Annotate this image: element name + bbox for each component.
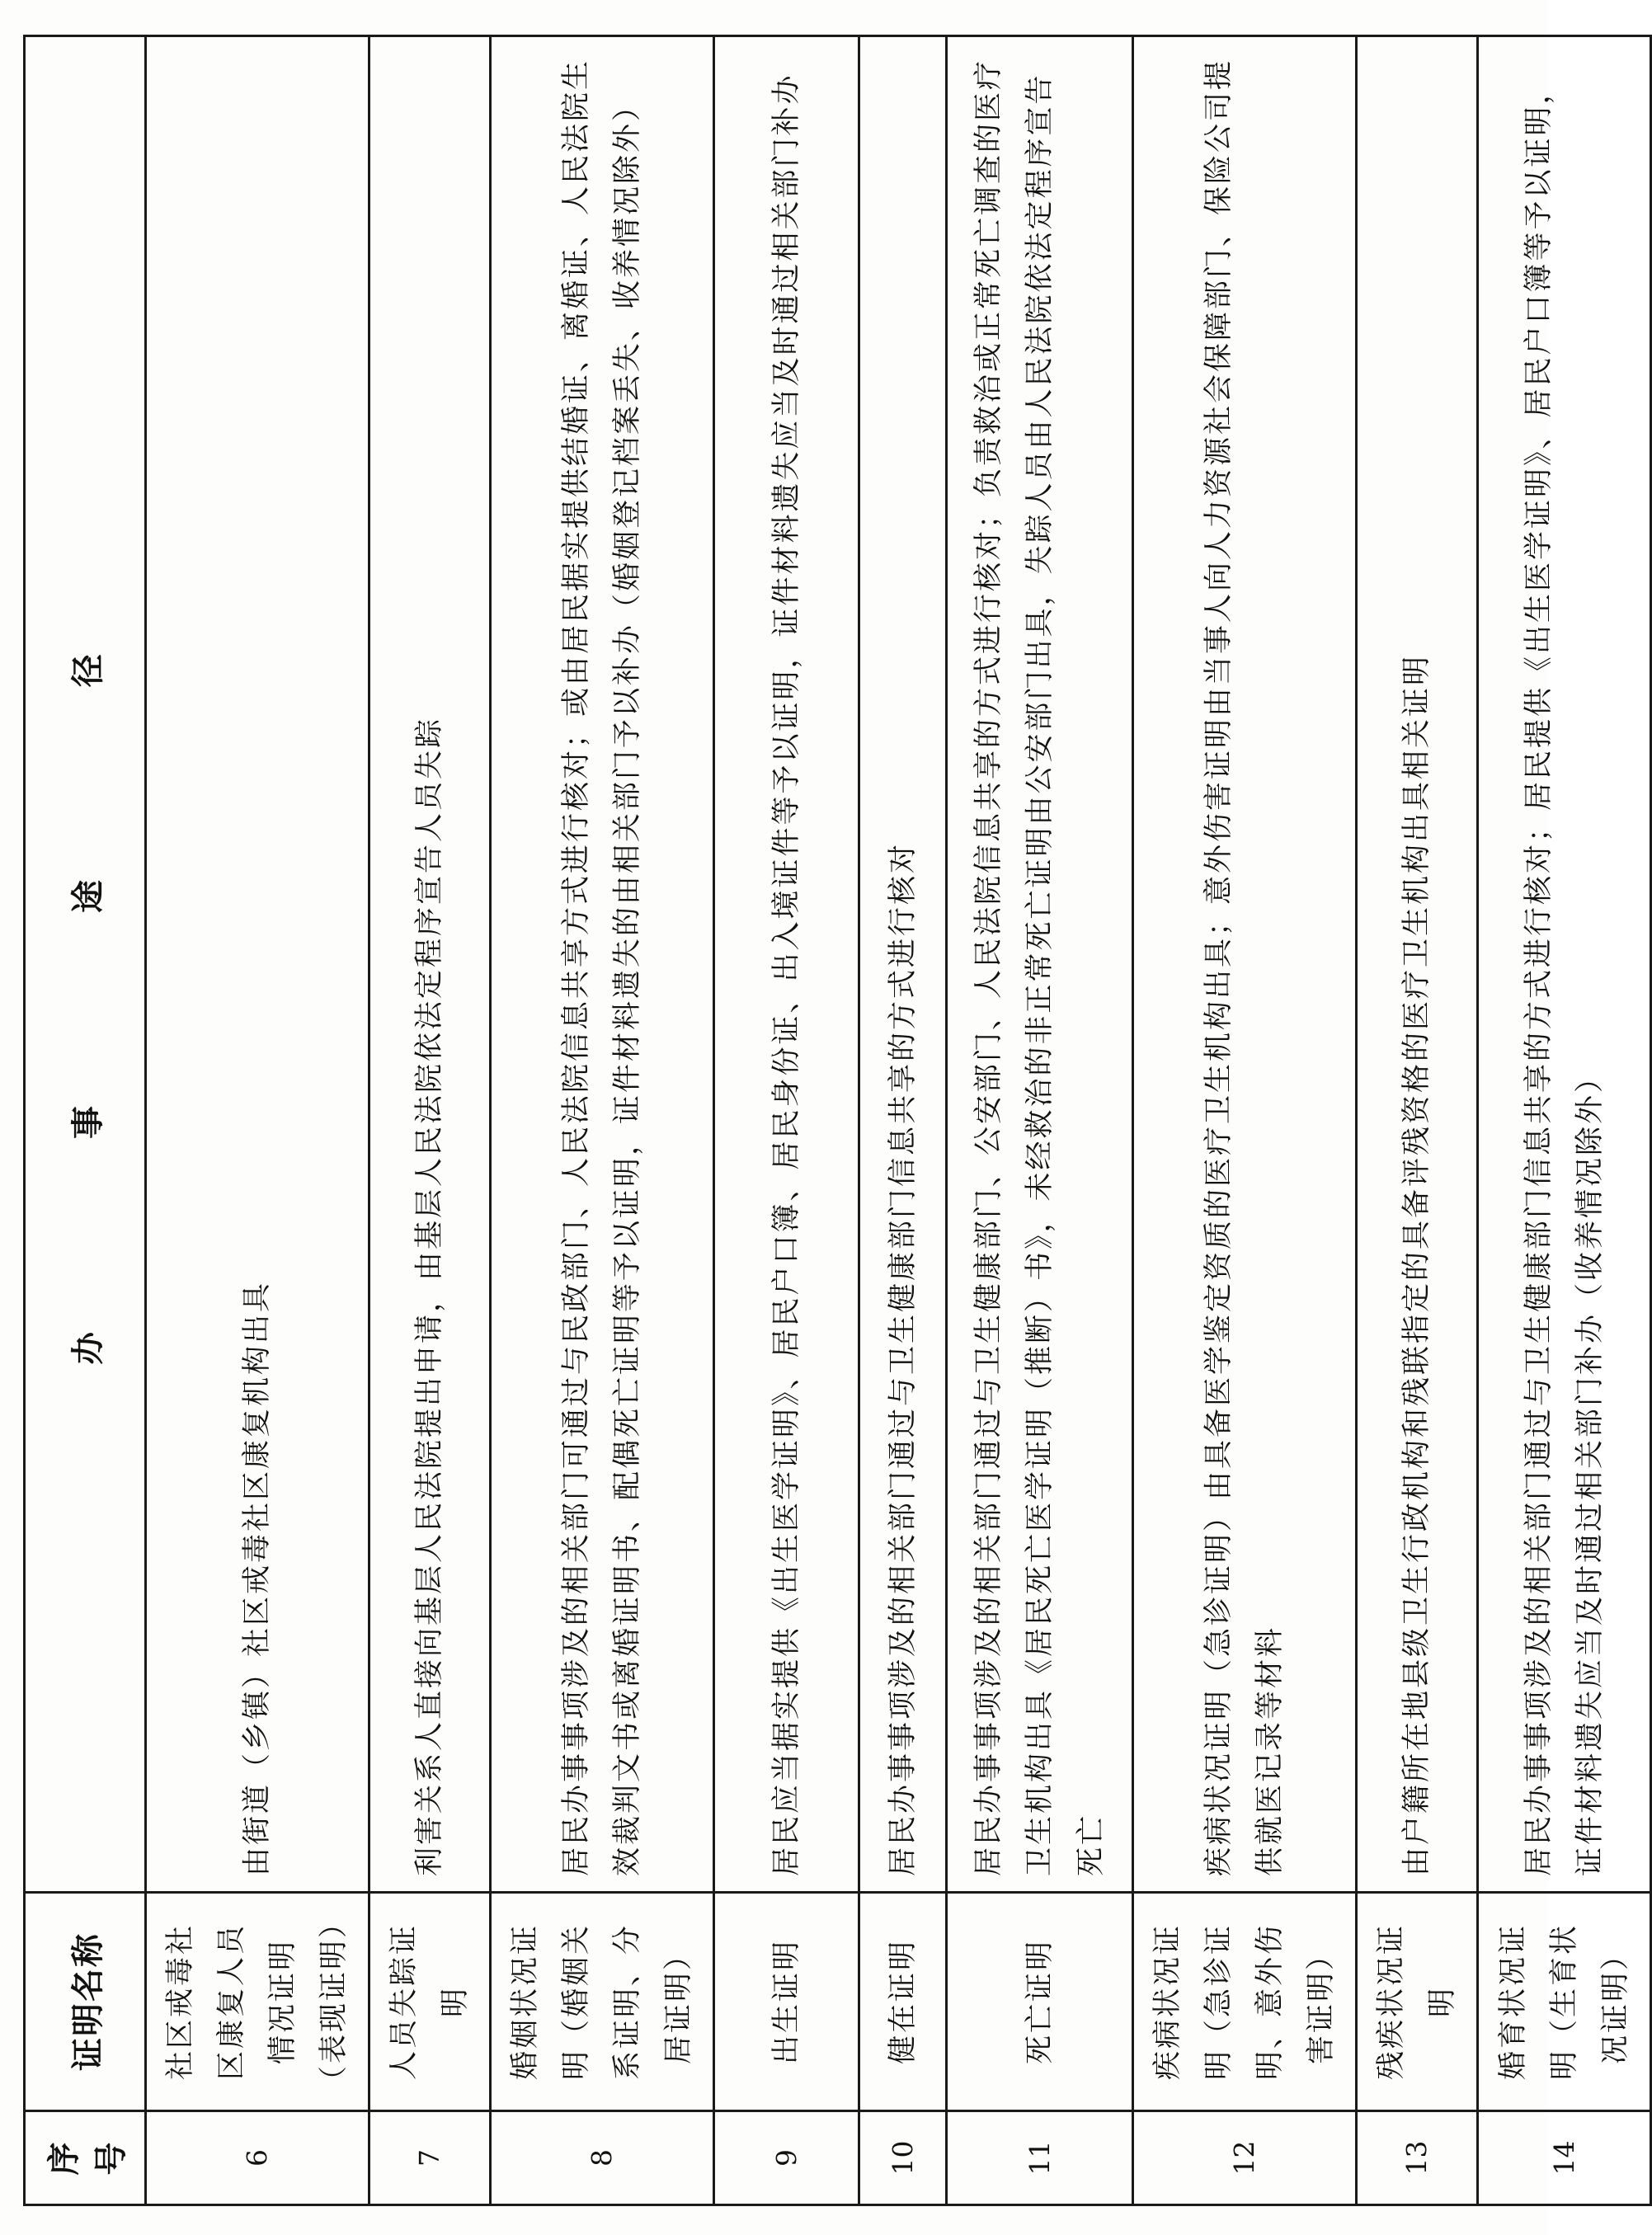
table-row (947, 36, 1133, 2205)
row-path: 疾病状况证明（急诊证明）由具备医学鉴定资质的医疗卫生机构出具；意外伤害证明由当事人向人力资源社会保障部门、保险公司提供就医记录等材料 (1133, 36, 1357, 1893)
row-path: 由户籍所在地县级卫生行政机构和残联指定的具备评残资格的医疗卫生机构出具相关证明 (1357, 36, 1478, 1893)
row-name: 残疾状况证明 (1357, 1893, 1478, 2111)
row-name: 出生证明 (714, 1893, 859, 2111)
row-name: 人员失踪证明 (369, 1893, 491, 2111)
row-path: 居民办事事项涉及的相关部门通过与卫生健康部门信息共享的方式进行核对；居民提供《出生医学证明》、居民户口簿等予以证明，证件材料遗失应当及时通过相关部门补办（收养情况除外） (1478, 36, 1651, 1893)
row-seq: 6 (146, 2111, 369, 2205)
row-seq: 11 (947, 2111, 1133, 2205)
row-name: 健在证明 (859, 1893, 947, 2111)
header-seq: 序号 (25, 2111, 146, 2205)
table-header-row (25, 36, 146, 2205)
table-row (369, 36, 491, 2205)
row-path: 利害关系人直接向基层人民法院提出申请，由基层人民法院依法定程序宣告人员失踪 (369, 36, 491, 1893)
row-name: 婚姻状况证明（婚姻关系证明、分居证明） (491, 1893, 714, 2111)
header-path: 办 事 途 径 (25, 36, 146, 1893)
table-row (714, 36, 859, 2205)
row-seq: 8 (491, 2111, 714, 2205)
row-seq: 7 (369, 2111, 491, 2205)
row-seq: 14 (1478, 2111, 1651, 2205)
row-name: 婚育状况证明（生育状况证明） (1478, 1893, 1651, 2111)
row-seq: 13 (1357, 2111, 1478, 2205)
row-name: 社区戒毒社区康复人员情况证明（表现证明） (146, 1893, 369, 2111)
row-name: 疾病状况证明（急诊证明、意外伤害证明） (1133, 1893, 1357, 2111)
table-row (1478, 36, 1651, 2205)
row-path: 居民办事事项涉及的相关部门通过与卫生健康部门信息共享的方式进行核对 (859, 36, 947, 1893)
rotated-table-wrapper (23, 37, 1632, 2206)
row-path: 居民办事事项涉及的相关部门可通过与民政部门、人民法院信息共享方式进行核对；或由居民据实提供结婚证、离婚证、人民法院生效裁判文书或离婚证明书、配偶死亡证明等予以证明，证件材料遗失的由相关部门予以补办（婚姻登记档案丢失、收养情况除外） (491, 36, 714, 1893)
table-row (1357, 36, 1478, 2205)
row-seq: 12 (1133, 2111, 1357, 2205)
table-row (1133, 36, 1357, 2205)
certificate-table (23, 35, 1652, 2206)
row-path: 居民办事事项涉及的相关部门通过与卫生健康部门、公安部门、人民法院信息共享的方式进行核对；负责救治或正常死亡调查的医疗卫生机构出具《居民死亡医学证明（推断）书》，未经救治的非正常死亡证明由公安部门出具，失踪人员由人民法院依法定程序宣告死亡 (947, 36, 1133, 1893)
row-path: 居民应当据实提供《出生医学证明》、居民户口簿、居民身份证、出入境证件等予以证明，证件材料遗失应当及时通过相关部门补办 (714, 36, 859, 1893)
row-path: 由街道（乡镇）社区戒毒社区康复机构出具 (146, 36, 369, 1893)
table-row (491, 36, 714, 2205)
row-seq: 10 (859, 2111, 947, 2205)
row-name: 死亡证明 (947, 1893, 1133, 2111)
row-seq: 9 (714, 2111, 859, 2205)
header-name: 证明名称 (25, 1893, 146, 2111)
table-row (859, 36, 947, 2205)
table-row (146, 36, 369, 2205)
